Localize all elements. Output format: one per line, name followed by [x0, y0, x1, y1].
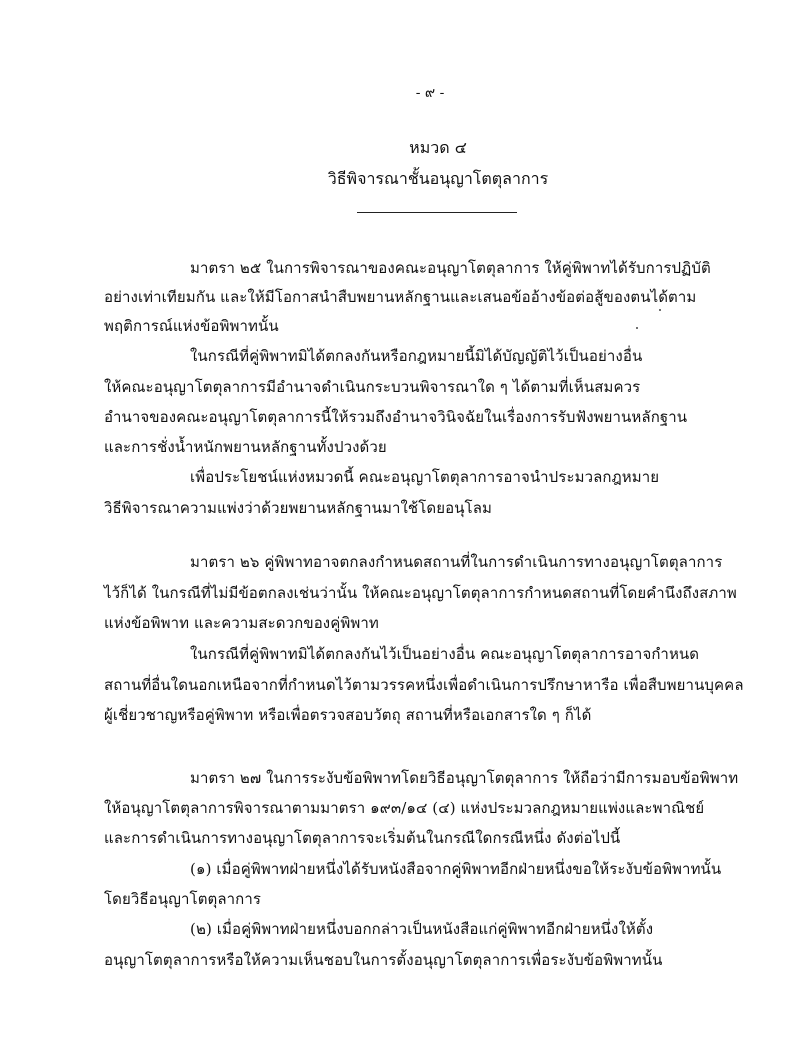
page-number: - ๙ -: [415, 85, 445, 101]
section-26-line-5: สถานที่อื่นใดนอกเหนือจากที่กำหนดไว้ตามวรรคหนึ่งเพื่อดำเนินการปรึกษาหารือ เพื่อสืบพยานบุคคล: [104, 676, 744, 694]
scan-speck: [636, 327, 638, 329]
section-25-line-3: พฤติการณ์แห่งข้อพิพาทนั้น: [104, 317, 279, 335]
section-27-line-3: และการดำเนินการทางอนุญาโตตุลาการจะเริ่มต้นในกรณีใดกรณีหนึ่ง ดังต่อไปนี้: [104, 829, 621, 847]
section-27-line-4: (๑) เมื่อคู่พิพาทฝ่ายหนึ่งได้รับหนังสือจากคู่พิพาทอีกฝ่ายหนึ่งขอให้ระงับข้อพิพาทนั้น: [190, 860, 722, 878]
section-25-line-7: และการชั่งน้ำหนักพยานหลักฐานทั้งปวงด้วย: [104, 438, 387, 456]
section-27-line-6: (๒) เมื่อคู่พิพาทฝ่ายหนึ่งบอกกล่าวเป็นหนังสือแก่คู่พิพาทอีกฝ่ายหนึ่งให้ตั้ง: [190, 920, 654, 938]
scan-speck: [659, 309, 661, 311]
chapter-subtitle: วิธีพิจารณาชั้นอนุญาโตตุลาการ: [327, 169, 549, 188]
section-25-line-5: ให้คณะอนุญาโตตุลาการมีอำนาจดำเนินกระบวนพิจารณาใด ๆ ได้ตามที่เห็นสมควร: [104, 378, 641, 396]
title-underline: [357, 212, 517, 213]
section-25-line-9: วิธีพิจารณาความแพ่งว่าด้วยพยานหลักฐานมาใช้โดยอนุโลม: [104, 499, 492, 517]
section-26-line-2: ไว้ก็ได้ ในกรณีที่ไม่มีข้อตกลงเช่นว่านั้น ให้คณะอนุญาโตตุลาการกำหนดสถานที่โดยคำนึงถึงสภาพ: [104, 584, 737, 602]
section-26-line-4: ในกรณีที่คู่พิพาทมิได้ตกลงกันไว้เป็นอย่างอื่น คณะอนุญาโตตุลาการอาจกำหนด: [190, 645, 700, 663]
section-27-line-7: อนุญาโตตุลาการหรือให้ความเห็นชอบในการตั้งอนุญาโตตุลาการเพื่อระงับข้อพิพาทนั้น: [104, 951, 663, 969]
section-27-line-2: ให้อนุญาโตตุลาการพิจารณาตามมาตรา ๑๙๓/๑๔ (๔) แห่งประมวลกฎหมายแพ่งและพาณิชย์: [104, 799, 705, 817]
section-25-line-2: อย่างเท่าเทียมกัน และให้มีโอกาสนำสืบพยานหลักฐานและเสนอข้ออ้างข้อต่อสู้ของตนได้ตาม: [104, 288, 697, 306]
section-25-line-4: ในกรณีที่คู่พิพาทมิได้ตกลงกันหรือกฎหมายนี้มิได้บัญญัติไว้เป็นอย่างอื่น: [190, 347, 643, 365]
section-25-line-8: เพื่อประโยชน์แห่งหมวดนี้ คณะอนุญาโตตุลาการอาจนำประมวลกฎหมาย: [190, 468, 660, 486]
section-26-line-1: มาตรา ๒๖ คู่พิพาทอาจตกลงกำหนดสถานที่ในการดำเนินการทางอนุญาโตตุลาการ: [190, 553, 723, 571]
chapter-title: หมวด ๔: [409, 138, 467, 157]
section-27-line-5: โดยวิธีอนุญาโตตุลาการ: [104, 890, 262, 908]
section-25-line-6: อำนาจของคณะอนุญาโตตุลาการนี้ให้รวมถึงอำนาจวินิจฉัยในเรื่องการรับฟังพยานหลักฐาน: [104, 408, 688, 426]
section-26-line-3: แห่งข้อพิพาท และความสะดวกของคู่พิพาท: [104, 614, 379, 632]
section-27-line-1: มาตรา ๒๗ ในการระงับข้อพิพาทโดยวิธีอนุญาโตตุลาการ ให้ถือว่ามีการมอบข้อพิพาท: [190, 769, 739, 787]
section-26-line-6: ผู้เชี่ยวชาญหรือคู่พิพาท หรือเพื่อตรวจสอบวัตถุ สถานที่หรือเอกสารใด ๆ ก็ได้: [104, 706, 592, 724]
section-25-line-1: มาตรา ๒๕ ในการพิจารณาของคณะอนุญาโตตุลาการ ให้คู่พิพาทได้รับการปฏิบัติ: [190, 259, 711, 277]
